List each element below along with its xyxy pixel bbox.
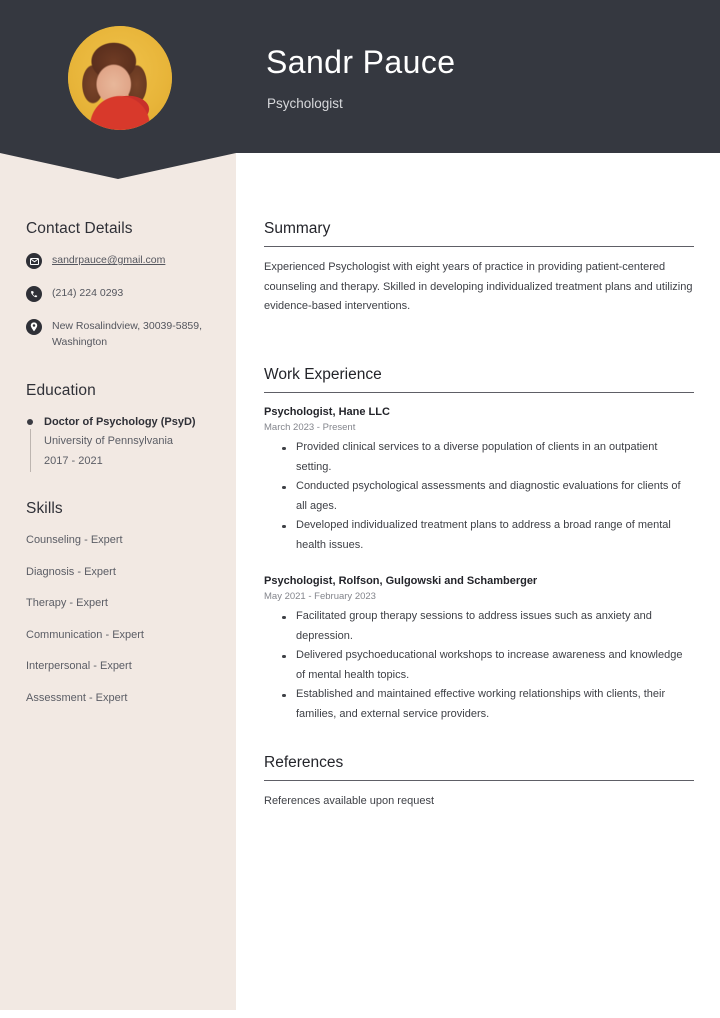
education-timeline-line (30, 429, 32, 472)
skills-list (26, 532, 220, 706)
contact-list (26, 252, 220, 350)
job-entry (264, 573, 694, 724)
skills-heading: Skills (26, 500, 63, 517)
job-bullet: Established and maintained effective working relationships with clients, their families, and external service providers. (296, 685, 694, 724)
skill-item: Assessment - Expert (26, 691, 128, 704)
summary-heading: Summary (264, 220, 331, 237)
contact-address-text: New Rosalindview, 30039-5859, Washington (52, 320, 203, 348)
job-bullet-list (264, 607, 694, 724)
job-bullet: Delivered psychoeducational workshops to increase awareness and knowledge of mental health topics. (296, 646, 694, 685)
education-heading: Education (26, 382, 96, 399)
job-title: Psychologist, Hane LLC (264, 406, 390, 418)
envelope-icon (26, 253, 42, 269)
references-heading: References (264, 754, 344, 771)
skill-item: Communication - Expert (26, 628, 144, 641)
education-degree: Doctor of Psychology (PsyD) (44, 416, 196, 428)
education-item (26, 414, 220, 471)
contact-item-email[interactable] (26, 252, 220, 269)
header-role: Psychologist (267, 96, 343, 111)
skills-section (26, 499, 220, 721)
contact-details-section (26, 219, 220, 366)
contact-item-address (26, 318, 220, 350)
education-school: University of Pennsylvania (44, 435, 174, 447)
education-section (26, 381, 220, 471)
job-bullet: Facilitated group therapy sessions to address issues such as anxiety and depression. (296, 607, 694, 646)
education-years: 2017 - 2021 (44, 455, 103, 467)
skill-item: Therapy - Expert (26, 597, 108, 609)
summary-section (264, 219, 694, 317)
job-bullet-list (264, 438, 694, 555)
contact-phone-text[interactable]: (214) 224 0293 (52, 287, 124, 299)
skill-item: Diagnosis - Expert (26, 565, 116, 578)
references-divider (264, 780, 694, 781)
avatar (68, 26, 172, 130)
job-bullet: Conducted psychological assessments and diagnostic evaluations for clients of all ages. (296, 477, 694, 516)
contact-item-phone[interactable] (26, 285, 220, 302)
work-experience-divider (264, 392, 694, 393)
page-title: Sandr Pauce (266, 44, 456, 80)
location-pin-icon (26, 319, 42, 335)
job-dates: May 2021 - February 2023 (264, 591, 376, 602)
references-section (264, 753, 694, 811)
phone-icon (26, 286, 42, 302)
work-experience-section (264, 365, 694, 724)
job-bullet: Provided clinical services to a diverse population of clients in an outpatient setting. (296, 438, 694, 477)
contact-email-text[interactable]: sandrpauce@gmail.com (52, 254, 166, 266)
work-experience-heading: Work Experience (264, 366, 382, 383)
contact-details-heading: Contact Details (26, 220, 133, 237)
education-bullet-dot (27, 419, 33, 425)
summary-text: Experienced Psychologist with eight years of practice in providing patient-centered counseling and therapy. Skilled in developing individualized treatment plans and utilizing evidence-based interventions. (264, 261, 693, 312)
summary-divider (264, 246, 694, 247)
references-text: References available upon request (264, 795, 435, 807)
skill-item: Counseling - Expert (26, 534, 123, 546)
job-bullet: Developed individualized treatment plans to address a broad range of mental health issues. (296, 516, 694, 555)
avatar-photo (68, 26, 172, 130)
job-entry (264, 404, 694, 555)
job-title: Psychologist, Rolfson, Gulgowski and Schamberger (264, 575, 538, 587)
job-dates: March 2023 - Present (264, 422, 356, 433)
skill-item: Interpersonal - Expert (26, 660, 132, 672)
